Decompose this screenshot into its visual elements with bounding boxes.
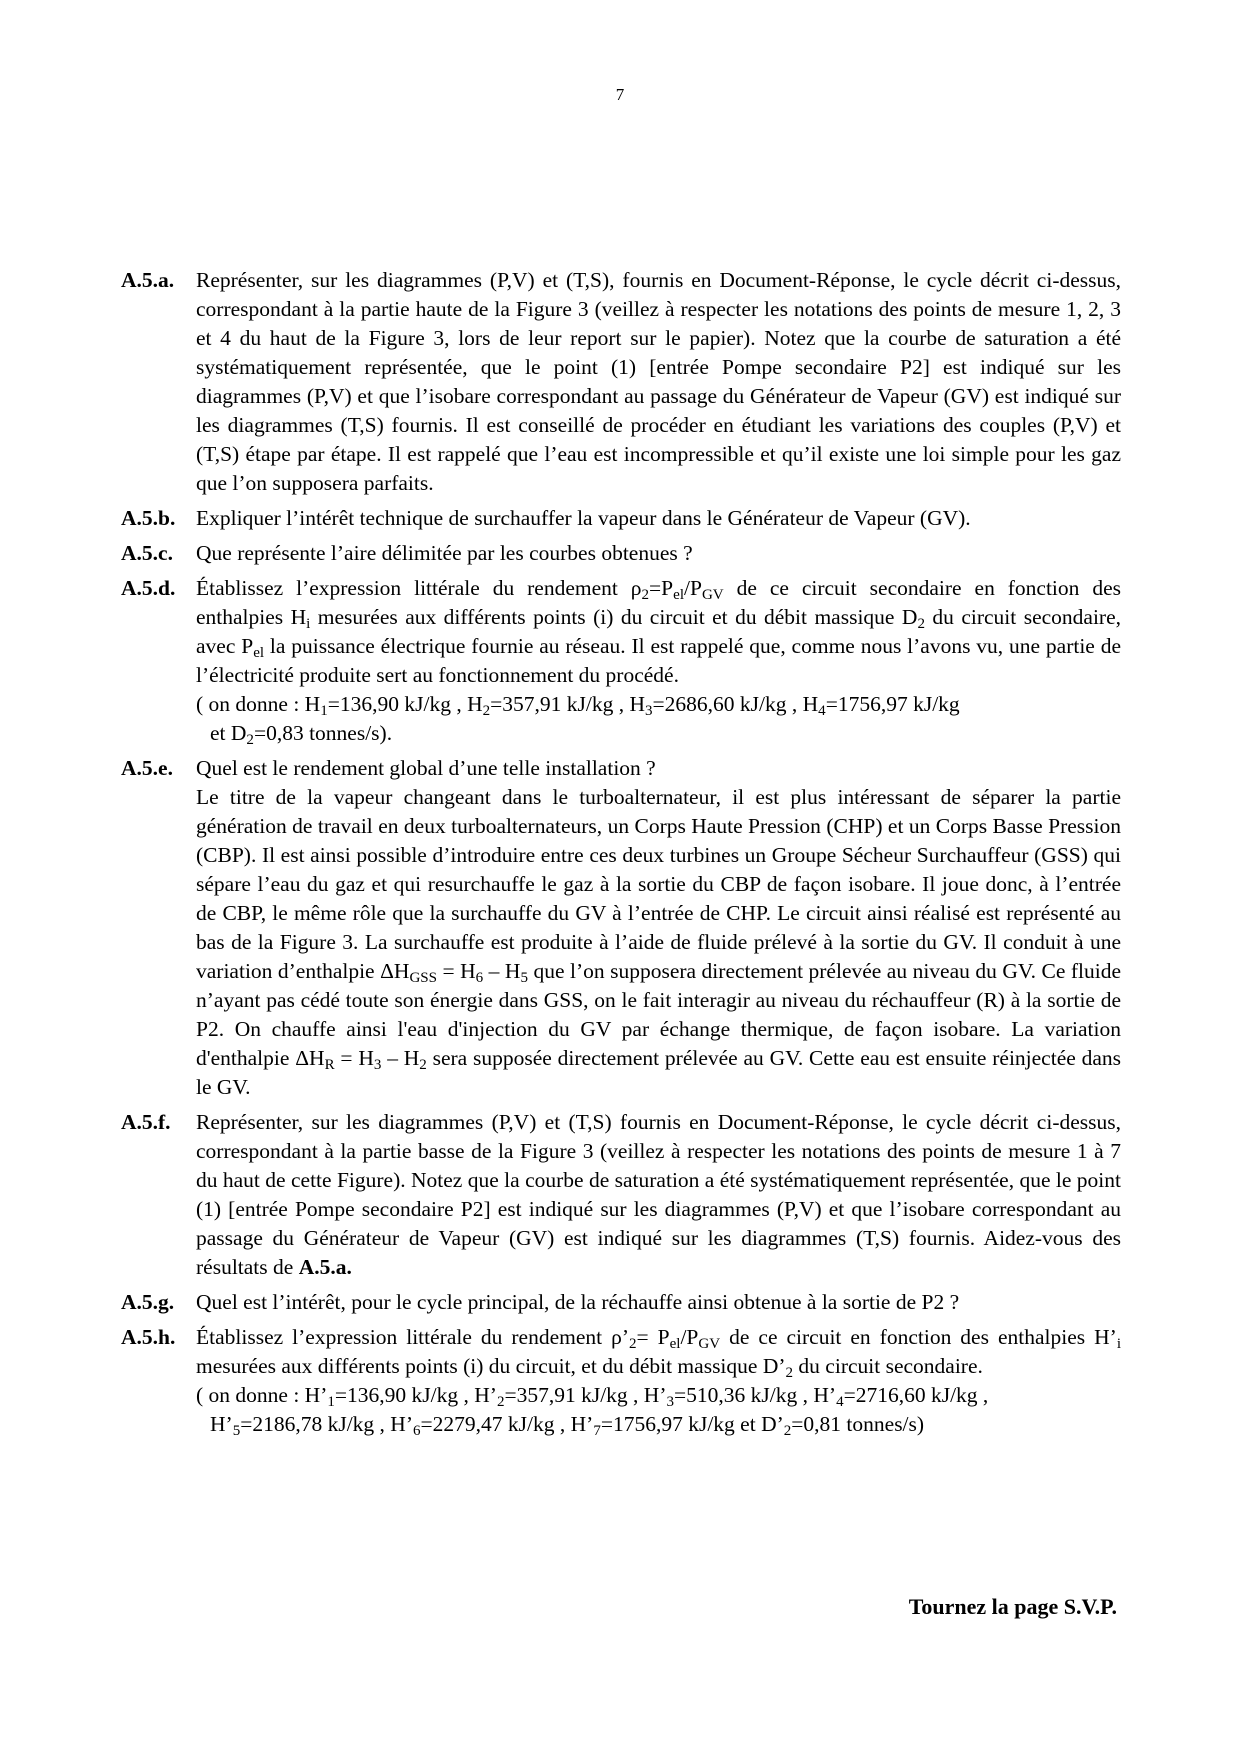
given-values: ( on donne : $H’_1=136,90$ kJ/kg , $H’_2=357,91$ kJ/kg , $H’_3=510,36$ kJ/kg , $H’_4=2716,60$ kJ/kg , $H’_5=2186,78$ kJ/kg , $H’_6=2279,47$ kJ/kg , $H’_7=1756,97$ kJ/kg et $D’_2=0,81$ tonnes/s) — [196, 1383, 989, 1440]
page-number: 7 — [615, 85, 625, 104]
question-text: Représenter, sur les diagrammes (P,V) et (T,S) fournis en Document-Réponse, le cycle décrit ci-dessus, correspondant à la partie basse de la Figure 3 (veillez à respecter les notations des points de mesure 1 à 7 du haut de cette Figure). Notez que la courbe de saturation a été systématiquement représentée, que le point (1) [entrée Pompe secondaire P2] est indiqué sur les diagrammes (P,V) et que l’isobare correspondant au passage du Générateur de Vapeur (GV) est indiqué sur les diagrammes (T,S) fournis. Aidez-vous des résultats de A.5.a. — [196, 1110, 1121, 1279]
question-text: Que représente l’aire délimitée par les courbes obtenues ? — [196, 541, 693, 565]
questions-list — [121, 266, 1121, 1445]
question-label: A.5.g. — [121, 1290, 175, 1314]
question-label: A.5.e. — [121, 756, 173, 780]
question-a5d — [121, 574, 1121, 748]
question-a5h — [121, 1323, 1121, 1439]
question-body — [196, 574, 1121, 748]
question-label: A.5.f. — [121, 1110, 171, 1134]
question-label: A.5.a. — [121, 268, 175, 292]
question-a5b — [121, 504, 1121, 533]
question-a5g — [121, 1288, 1121, 1317]
question-text: Quel est l’intérêt, pour le cycle principal, de la réchauffe ainsi obtenue à la sortie de P2 ? — [196, 1290, 960, 1314]
question-body — [196, 754, 1121, 1102]
page-footer: Tournez la page S.V.P. — [908, 1594, 1117, 1619]
question-a5a — [121, 266, 1121, 498]
question-body — [196, 1323, 1121, 1439]
reference: A.5.a. — [298, 1255, 352, 1279]
question-label: A.5.b. — [121, 506, 176, 530]
question-a5f — [121, 1108, 1121, 1282]
question-text: Établissez l’expression littérale du rendement $\rho_2=P_{el}/P_{GV}$ de ce circuit secondaire en fonction des enthalpies $H_i$ mesurées aux différents points (i) du circuit et du débit massique $D_2$ du circuit secondaire, avec $P_{el}$ la puissance électrique fournie au réseau. Il est rappelé que, comme nous l’avons vu, une partie de l’électricité produite sert au fonctionnement du procédé. — [196, 576, 1121, 687]
question-text: Représenter, sur les diagrammes (P,V) et (T,S), fournis en Document-Réponse, le cycle décrit ci-dessus, correspondant à la partie haute de la Figure 3 (veillez à respecter les notations des points de mesure 1, 2, 3 et 4 du haut de la Figure 3, lors de leur report sur le papier). Notez que la courbe de saturation a été systématiquement représentée, que le point (1) [entrée Pompe secondaire P2] est indiqué sur les diagrammes (P,V) et que l’isobare correspondant au passage du Générateur de Vapeur (GV) est indiqué sur les diagrammes (T,S) fournis. Il est conseillé de procéder en étudiant les variations des couples (P,V) et (T,S) étape par étape. Il est rappelé que l’eau est incompressible et qu’il existe une loi simple pour les gaz que l’on supposera parfaits. — [196, 268, 1121, 495]
question-text: Expliquer l’intérêt technique de surchauffer la vapeur dans le Générateur de Vapeur (GV). — [196, 506, 971, 530]
context-paragraph: Le titre de la vapeur changeant dans le turboalternateur, il est plus intéressant de séparer la partie génération de travail en deux turboalternateurs, un Corps Haute Pression (CHP) et un Corps Basse Pression (CBP). Il est ainsi possible d’introduire entre ces deux turbines un Groupe Sécheur Surchauffeur (GSS) qui sépare l’eau du gaz et qui resurchauffe le gaz à la sortie du CBP de façon isobare. Il joue donc, à l’entrée de CBP, le même rôle que la surchauffe du GV à l’entrée de CHP. Le circuit ainsi réalisé est représenté au bas de la Figure 3. La surchauffe est produite à l’aide de fluide prélevé à la sortie du GV. Il conduit à une variation d’enthalpie $\Delta H_{GSS} = H_6 - H_5$ que l’on supposera directement prélevée au niveau du GV. Ce fluide n’ayant pas cédé toute son énergie dans GSS, on le fait interagir au niveau du réchauffeur (R) à la sortie de P2. On chauffe ainsi l'eau d'injection du GV par échange thermique, de façon isobare. La variation d'enthalpie $\Delta H_R = H_3 - H_2$ sera supposée directement prélevée au GV. Cette eau est ensuite réinjectée dans le GV. — [196, 785, 1121, 1099]
question-text: Établissez l’expression littérale du rendement $\rho’_2= P_{el}/P_{GV}$ de ce circuit en fonction des enthalpies $H’_i$ mesurées aux différents points (i) du circuit, et du débit massique $D’_2$ du circuit secondaire. — [196, 1325, 1121, 1382]
question-a5c — [121, 539, 1121, 568]
question-text: Quel est le rendement global d’une telle installation ? — [196, 756, 656, 780]
given-values: ( on donne : $H_1=136,90$ kJ/kg , $H_2=357,91$ kJ/kg , $H_3=2686,60$ kJ/kg , $H_4=1756,97$ kJ/kg et $D_2=0,83$ tonnes/s). — [196, 692, 960, 749]
question-a5e — [121, 754, 1121, 1102]
question-label: A.5.h. — [121, 1325, 176, 1349]
question-label: A.5.c. — [121, 541, 173, 565]
question-label: A.5.d. — [121, 576, 176, 600]
